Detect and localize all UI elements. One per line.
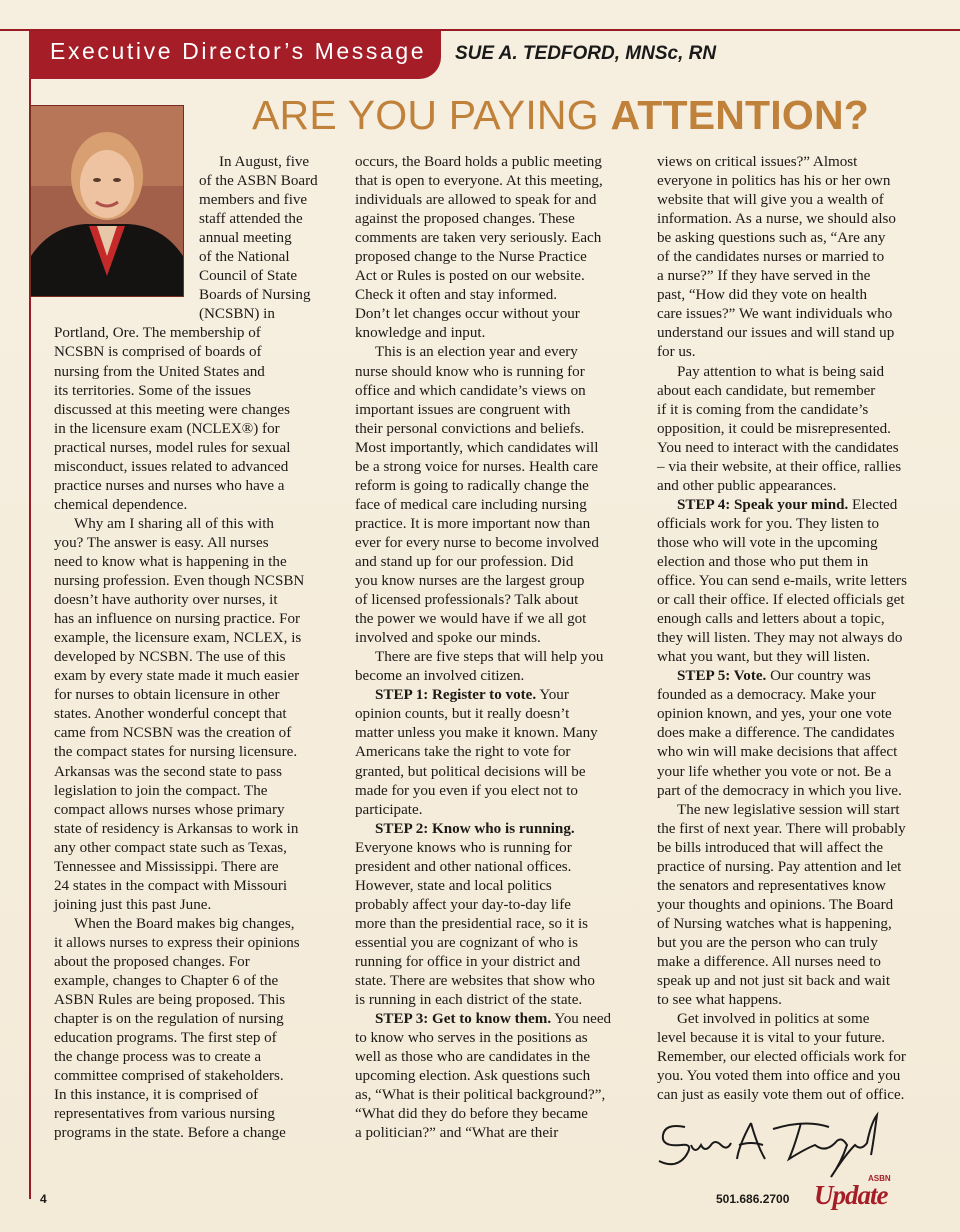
text-line: office and which candidate’s views on xyxy=(355,382,586,399)
author-byline: SUE A. TEDFORD, MNSc, RN xyxy=(455,43,717,64)
text-line: can just as easily vote them out of office. xyxy=(657,1087,905,1104)
text-line: make a difference. All nurses need to xyxy=(657,953,881,970)
text-line: and other public appearances. xyxy=(657,477,837,494)
text-line: In this instance, it is comprised of xyxy=(54,1087,259,1104)
text-line: they will listen. They may not always do xyxy=(657,630,903,647)
text-line: those who will vote in the upcoming xyxy=(657,534,878,551)
text-line: Portland, Ore. The membership of xyxy=(54,325,261,342)
text-line: 24 states in the compact with Missouri xyxy=(54,877,288,894)
text-line: officials work for you. They listen to xyxy=(657,515,880,532)
text-line: involved and spoke our minds. xyxy=(355,630,541,647)
text-line: the power we would have if we all got xyxy=(355,611,587,628)
text-line: of Nursing watches what is happening, xyxy=(657,915,892,932)
text-line: Arkansas was the second state to pass xyxy=(54,763,283,780)
article-column-1 xyxy=(54,153,318,1143)
text-line: against the proposed changes. These xyxy=(355,211,575,228)
text-line: practice. It is more important now than xyxy=(355,515,591,532)
text-line xyxy=(355,1010,611,1029)
text-line: enough calls and letters about a topic, xyxy=(657,611,885,628)
text-line: practice of nursing. Pay attention and let xyxy=(657,858,902,875)
text-line xyxy=(355,820,611,839)
step-heading: STEP 1: Register to vote. xyxy=(375,687,537,704)
logo-asbn-text: ASBN xyxy=(868,1174,891,1183)
text-line: it allows nurses to express their opinions xyxy=(54,934,300,951)
text-line: is running in each district of the state. xyxy=(355,992,583,1009)
text-line: There are five steps that will help you xyxy=(375,649,604,666)
text-line: committee comprised of stakeholders. xyxy=(54,1068,284,1085)
text-line: that is open to everyone. At this meeting, xyxy=(355,173,603,190)
text-line: doesn’t have authority over nurses, it xyxy=(54,592,278,609)
text-line: you? The answer is easy. All nurses xyxy=(54,534,269,551)
text-line: everyone in politics has his or her own xyxy=(657,173,891,190)
text-line: election and those who put them in xyxy=(657,553,869,570)
text-line: if it is coming from the candidate’s xyxy=(657,401,869,418)
text-line xyxy=(355,686,611,705)
text-line: upcoming election. Ask questions such xyxy=(355,1068,591,1085)
text-line: Boards of Nursing xyxy=(199,287,311,304)
text-line: members and five xyxy=(199,192,308,209)
text-line: a nurse?” If they have served in the xyxy=(657,268,871,285)
text-line: programs in the state. Before a change xyxy=(54,1125,286,1142)
text-line: of licensed professionals? Talk about xyxy=(355,592,579,609)
text-line: You need to interact with the candidates xyxy=(657,439,899,456)
text-line: nursing from the United States and xyxy=(54,363,265,380)
text-line: face of medical care including nursing xyxy=(355,496,587,513)
text-line: Why am I sharing all of this with xyxy=(74,515,274,532)
text-line: staff attended the xyxy=(199,211,303,228)
text-line: When the Board makes big changes, xyxy=(74,915,295,932)
text-line: ever for every nurse to become involved xyxy=(355,534,599,551)
text-line: education programs. The first step of xyxy=(54,1030,277,1047)
text-line: what you want, but they will listen. xyxy=(657,649,870,666)
text-line: – via their website, at their office, rallies xyxy=(657,458,902,475)
text-line: compact allows nurses whose primary xyxy=(54,801,285,818)
text-line: Tennessee and Mississippi. There are xyxy=(54,858,279,875)
text-line: your life whether you vote or not. Be a xyxy=(657,763,892,780)
text-line: made for you even if you elect not to xyxy=(355,782,578,799)
text-line: and stand up for our profession. Did xyxy=(355,553,574,570)
article-headline xyxy=(252,92,869,139)
text-line: who win will make decisions that affect xyxy=(657,744,898,761)
text-line: but you are the person who can truly xyxy=(657,934,878,951)
text-line: of the ASBN Board xyxy=(199,173,318,190)
text-line: developed by NCSBN. The use of this xyxy=(54,649,286,666)
text-line: individuals are allowed to speak for and xyxy=(355,192,597,209)
step-heading: STEP 3: Get to know them. xyxy=(375,1011,552,1028)
headline-light: ARE YOU PAYING xyxy=(252,92,611,138)
text-line: state of residency is Arkansas to work in xyxy=(54,820,299,837)
text-line: nursing profession. Even though NCSBN xyxy=(54,573,305,590)
text-line: comments are taken very seriously. Each xyxy=(355,230,602,247)
text-line: to see what happens. xyxy=(657,992,782,1009)
step-text: Your xyxy=(536,687,569,704)
text-line: NCSBN is comprised of boards of xyxy=(54,344,262,361)
text-line: past, “How did they vote on health xyxy=(657,287,868,304)
text-line: Americans take the right to vote for xyxy=(355,744,571,761)
text-line: ASBN Rules are being proposed. This xyxy=(54,992,286,1009)
text-line: or call their office. If elected officials get xyxy=(657,592,905,609)
text-line: the senators and representatives know xyxy=(657,877,886,894)
text-line: discussed at this meeting were changes xyxy=(54,401,290,418)
text-line: legislation to join the compact. The xyxy=(54,782,268,799)
text-line: about each candidate, but remember xyxy=(657,382,876,399)
text-line: opposition, it could be misrepresented. xyxy=(657,420,891,437)
text-line xyxy=(657,496,907,515)
text-line: This is an election year and every xyxy=(375,344,578,361)
footer-phone: 501.686.2700 xyxy=(716,1192,790,1206)
text-line: came from NCSBN was the creation of xyxy=(54,725,292,742)
text-line: (NCSBN) in xyxy=(199,306,275,323)
article-column-3 xyxy=(657,153,907,1105)
text-line: does make a difference. The candidates xyxy=(657,725,895,742)
text-line: Council of State xyxy=(199,268,298,285)
text-line: the change process was to create a xyxy=(54,1049,262,1066)
text-line: important issues are congruent with xyxy=(355,401,571,418)
text-line: a politician?” and “What are their xyxy=(355,1125,559,1142)
text-line: understand our issues and will stand up xyxy=(657,325,895,342)
text-line: In August, five xyxy=(219,154,310,170)
text-line: However, state and local politics xyxy=(355,877,552,894)
text-line: to know who serves in the positions as xyxy=(355,1030,588,1047)
text-line: care issues?” We want individuals who xyxy=(657,306,893,323)
text-line: proposed change to the Nurse Practice xyxy=(355,249,587,266)
text-line: has an influence on nursing practice. For xyxy=(54,611,301,628)
article-column-2 xyxy=(355,153,611,1143)
author-signature xyxy=(655,1105,895,1185)
text-line: Most importantly, which candidates will xyxy=(355,439,599,456)
text-line: you know nurses are the largest group xyxy=(355,573,585,590)
text-line: opinion known, and yes, your one vote xyxy=(657,706,892,723)
text-line: representatives from various nursing xyxy=(54,1106,275,1123)
text-line: example, changes to Chapter 6 of the xyxy=(54,973,279,990)
text-line: be bills introduced that will affect the xyxy=(657,839,884,856)
text-line: the first of next year. There will probably xyxy=(657,820,906,837)
text-line: practical nurses, model rules for sexual xyxy=(54,439,291,456)
text-line: joining just this past June. xyxy=(54,896,212,913)
text-line: states. Another wonderful concept that xyxy=(54,706,287,723)
text-line: for us. xyxy=(657,344,696,361)
text-line: Everyone knows who is running for xyxy=(355,839,572,856)
text-line: state. There are websites that show who xyxy=(355,973,595,990)
text-line: matter unless you make it known. Many xyxy=(355,725,598,742)
text-line: office. You can send e-mails, write letters xyxy=(657,573,907,590)
step-text: Elected xyxy=(848,496,898,513)
text-line: part of the democracy in which you live. xyxy=(657,782,902,799)
text-line xyxy=(657,667,907,686)
text-line: your thoughts and opinions. The Board xyxy=(657,896,894,913)
text-line: Check it often and stay informed. xyxy=(355,287,558,304)
text-line: nurse should know who is running for xyxy=(355,363,585,380)
text-line: you. You voted them into office and you xyxy=(657,1068,901,1085)
text-line: of the National xyxy=(199,249,290,266)
text-line: probably affect your day-to-day life xyxy=(355,896,571,913)
text-line: occurs, the Board holds a public meeting xyxy=(355,154,602,170)
step-heading: STEP 2: Know who is running. xyxy=(375,820,575,837)
text-line: for nurses to obtain licensure in other xyxy=(54,687,280,704)
text-line: Get involved in politics at some xyxy=(677,1011,870,1028)
text-line: as, “What is their political background?”, xyxy=(355,1087,606,1104)
text-line: participate. xyxy=(355,801,423,818)
text-line: misconduct, issues related to advanced xyxy=(54,458,289,475)
text-line: information. As a nurse, we should also xyxy=(657,211,896,228)
text-line: their personal convictions and beliefs. xyxy=(355,420,585,437)
text-line: in the licensure exam (NCLEX®) for xyxy=(54,420,280,437)
text-line: knowledge and input. xyxy=(355,325,486,342)
text-line: any other compact state such as Texas, xyxy=(54,839,287,856)
page-number: 4 xyxy=(40,1192,47,1206)
text-line: annual meeting xyxy=(199,230,292,247)
step-text: You need xyxy=(551,1011,612,1028)
text-line: chapter is on the regulation of nursing xyxy=(54,1011,284,1028)
text-line: of the candidates nurses or married to xyxy=(657,249,885,266)
text-line: be a strong voice for nurses. Health care xyxy=(355,458,599,475)
text-line: granted, but political decisions will be xyxy=(355,763,586,780)
step-heading: STEP 4: Speak your mind. xyxy=(677,496,849,513)
text-line: well as those who are candidates in the xyxy=(355,1049,591,1066)
text-line: president and other national offices. xyxy=(355,858,572,875)
text-line: more than the presidential race, so it is xyxy=(355,915,589,932)
text-line: the compact states for nursing licensure. xyxy=(54,744,298,761)
text-line: running for office in your district and xyxy=(355,953,581,970)
text-line: its territories. Some of the issues xyxy=(54,382,252,399)
text-line: The new legislative session will start xyxy=(677,801,900,818)
asbn-update-logo: Update xyxy=(814,1180,888,1210)
text-line: Don’t let changes occur without your xyxy=(355,306,580,323)
text-line: become an involved citizen. xyxy=(355,668,525,685)
text-line: “What did they do before they became xyxy=(355,1106,589,1123)
text-line: Remember, our elected officials work for xyxy=(657,1049,906,1066)
text-line: opinion counts, but it really doesn’t xyxy=(355,706,570,723)
step-text: Our country was xyxy=(766,668,871,685)
text-line: website that will give you a wealth of xyxy=(657,192,884,209)
text-line: speak up and not just sit back and wait xyxy=(657,973,891,990)
text-line: example, the licensure exam, NCLEX, is xyxy=(54,630,302,647)
text-line: Act or Rules is posted on our website. xyxy=(355,268,585,285)
step-heading: STEP 5: Vote. xyxy=(677,668,767,685)
headline-bold: ATTENTION? xyxy=(610,92,870,138)
text-line: level because it is vital to your future. xyxy=(657,1030,886,1047)
text-line: about the proposed changes. For xyxy=(54,953,250,970)
text-line: need to know what is happening in the xyxy=(54,553,287,570)
text-line: Pay attention to what is being said xyxy=(677,363,885,380)
text-line: practice nurses and nurses who have a xyxy=(54,477,285,494)
text-line: reform is going to radically change the xyxy=(355,477,589,494)
banner-title: Executive Director’s Message xyxy=(50,38,427,64)
text-line: essential you are cognizant of who is xyxy=(355,934,578,951)
text-line: views on critical issues?” Almost xyxy=(657,154,858,170)
text-line: exam by every state made it much easier xyxy=(54,668,300,685)
text-line: founded as a democracy. Make your xyxy=(657,687,876,704)
text-line: chemical dependence. xyxy=(54,496,188,513)
text-line: be asking questions such as, “Are any xyxy=(657,230,886,247)
